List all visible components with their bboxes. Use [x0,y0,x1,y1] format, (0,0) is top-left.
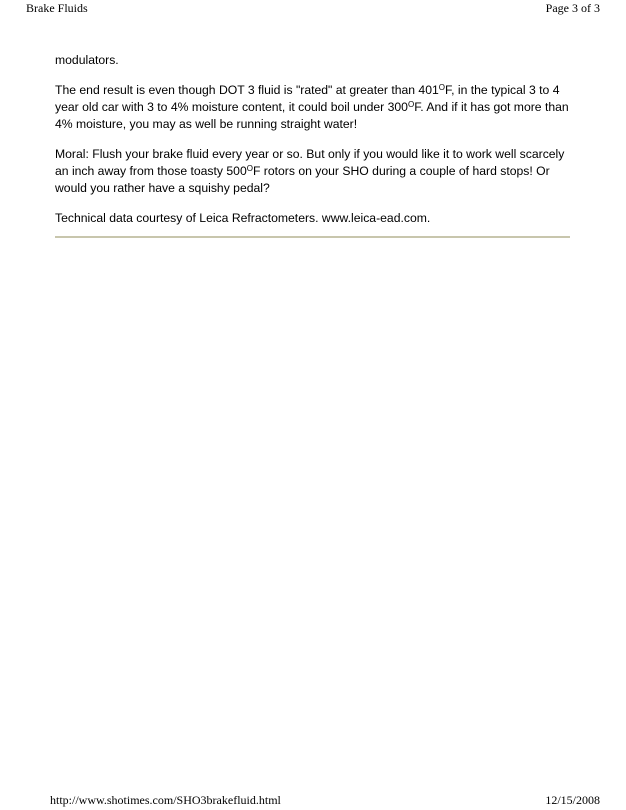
paragraph-text: Moral: Flush your brake fluid every year or so. But only if you would like it to work well scarcely an inch away from those toasty 500 [55,147,565,178]
print-header [26,0,600,18]
degree-superscript: O [246,164,253,173]
paragraph-text: The end result is even though DOT 3 fluid is "rated" at greater than 401 [55,83,439,97]
paragraph-text: F, in the typical 3 to 4 year old car with 3 to 4% moisture content, it could boil under 300 [55,83,560,114]
paragraph-end-result [55,82,575,133]
paragraph-modulators: modulators. [55,53,119,67]
print-footer [50,792,600,810]
paragraph-credits: Technical data courtesy of Leica Refractometers. www.leica-ead.com. [55,211,431,225]
paragraph-text: F rotors on your SHO during a couple of hard stops! Or would you rather have a squishy pedal? [55,164,550,195]
degree-superscript: O [438,83,445,92]
paragraph-moral [55,146,575,197]
paragraph-text: F. And if it has got more than 4% moisture, you may as well be running straight water! [55,100,569,131]
page-title: Brake Fluids [26,1,88,15]
degree-superscript: O [407,100,415,109]
page-url: http://www.shotimes.com/SHO3brakefluid.html [50,793,281,807]
horizontal-divider [55,236,570,238]
article-body [55,52,575,240]
page-indicator: Page 3 of 3 [545,1,600,15]
print-date: 12/15/2008 [545,793,600,807]
